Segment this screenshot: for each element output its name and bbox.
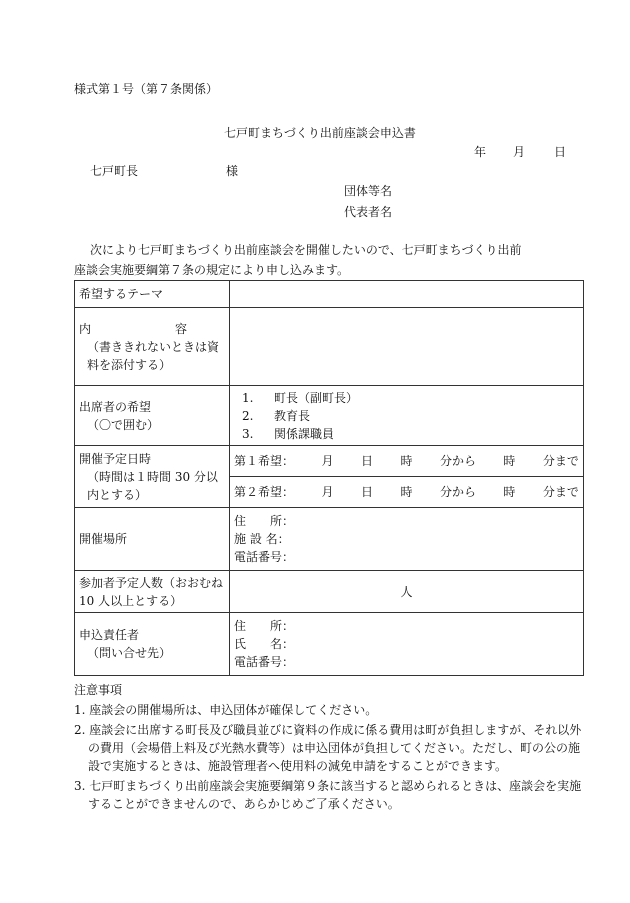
addressee-honorific: 様 bbox=[226, 164, 239, 178]
row-contact bbox=[75, 613, 584, 676]
page-title: 七戸町まちづくり出前座談会申込書 bbox=[224, 126, 416, 140]
date-month: 月 bbox=[513, 145, 526, 159]
row-content bbox=[75, 308, 584, 386]
content-label-note: （書ききれないときは資料を添付する） bbox=[87, 339, 220, 372]
note-item-1: 1. 座談会の開催場所は、申込団体が確保してください。 bbox=[74, 703, 378, 717]
row-venue bbox=[75, 508, 584, 571]
contact-label: 申込責任者 bbox=[79, 628, 140, 642]
note-item-2: 2. 座談会に出席する町長及び職員並びに資料の作成に係る費用は町が負担しますが、それ以外の費用（会場借上料及び光熱水費等）は申込団体が負担してください。ただし、町の公の施設で実施するときは、施設管理者へ使用料の減免申請をすることができます。 bbox=[74, 723, 582, 773]
addressee-name: 七戸町長 bbox=[90, 164, 139, 178]
venue-phone-field[interactable]: 電話番号： bbox=[234, 550, 295, 564]
contact-name-field[interactable]: 氏 名： bbox=[234, 637, 295, 651]
row-attendee bbox=[75, 386, 584, 446]
venue-address-field[interactable]: 住 所： bbox=[234, 514, 295, 528]
attendee-option-2[interactable]: 2. 教育長 bbox=[242, 408, 311, 423]
schedule-label-note: （時間は１時間 30 分以内とする） bbox=[87, 469, 218, 502]
attendee-option-3[interactable]: 3. 関係課職員 bbox=[242, 426, 335, 441]
theme-label: 希望するテーマ bbox=[75, 281, 230, 308]
contact-label-note: （問い合せ先） bbox=[87, 646, 172, 660]
participants-field[interactable] bbox=[230, 571, 584, 613]
attendee-option-1[interactable]: 1. 町長（副町長） bbox=[242, 390, 359, 405]
date-day: 日 bbox=[554, 145, 567, 159]
contact-phone-field[interactable]: 電話番号： bbox=[234, 655, 295, 669]
intro-line-2: 座談会実施要綱第７条の規定により申し込みます。 bbox=[74, 263, 350, 277]
theme-field[interactable] bbox=[230, 281, 584, 308]
content-label bbox=[79, 320, 187, 338]
venue-label: 開催場所 bbox=[75, 508, 230, 571]
notes-section bbox=[74, 681, 584, 813]
participants-unit: 人 bbox=[400, 584, 413, 599]
content-field[interactable] bbox=[230, 308, 584, 386]
row-schedule-1 bbox=[75, 446, 584, 477]
content-label-a: 内 bbox=[79, 321, 92, 336]
applicant-org-label: 団体等名 bbox=[344, 184, 393, 198]
application-table bbox=[74, 280, 584, 676]
attendee-options bbox=[230, 386, 584, 446]
participants-label: 参加者予定人数（おおむね 10 人以上とする） bbox=[75, 571, 230, 613]
notes-heading: 注意事項 bbox=[74, 683, 123, 697]
form-id: 様式第１号（第７条関係） bbox=[74, 82, 219, 96]
date-year: 年 bbox=[474, 145, 487, 159]
intro-line-1: 次により七戸町まちづくり出前座談会を開催したいので、七戸町まちづくり出前 bbox=[90, 243, 522, 257]
schedule-choice-2[interactable]: 第２希望： 月 日 時 分から 時 分まで bbox=[230, 477, 584, 508]
contact-address-field[interactable]: 住 所： bbox=[234, 619, 295, 633]
row-theme bbox=[75, 281, 584, 308]
schedule-choice-1[interactable]: 第１希望： 月 日 時 分から 時 分まで bbox=[230, 446, 584, 477]
note-item-3: 3. 七戸町まちづくり出前座談会実施要綱第９条に該当すると認められるときは、座談会を実施することができませんので、あらかじめご了承ください。 bbox=[74, 779, 582, 811]
applicant-rep-label: 代表者名 bbox=[344, 205, 393, 219]
attendee-label: 出席者の希望 bbox=[79, 399, 152, 414]
attendee-label-note: （〇で囲む） bbox=[87, 417, 160, 432]
venue-facility-field[interactable]: 施 設 名： bbox=[234, 532, 290, 546]
row-participants bbox=[75, 571, 584, 613]
schedule-label: 開催予定日時 bbox=[79, 451, 152, 466]
content-label-b: 容 bbox=[174, 321, 187, 336]
